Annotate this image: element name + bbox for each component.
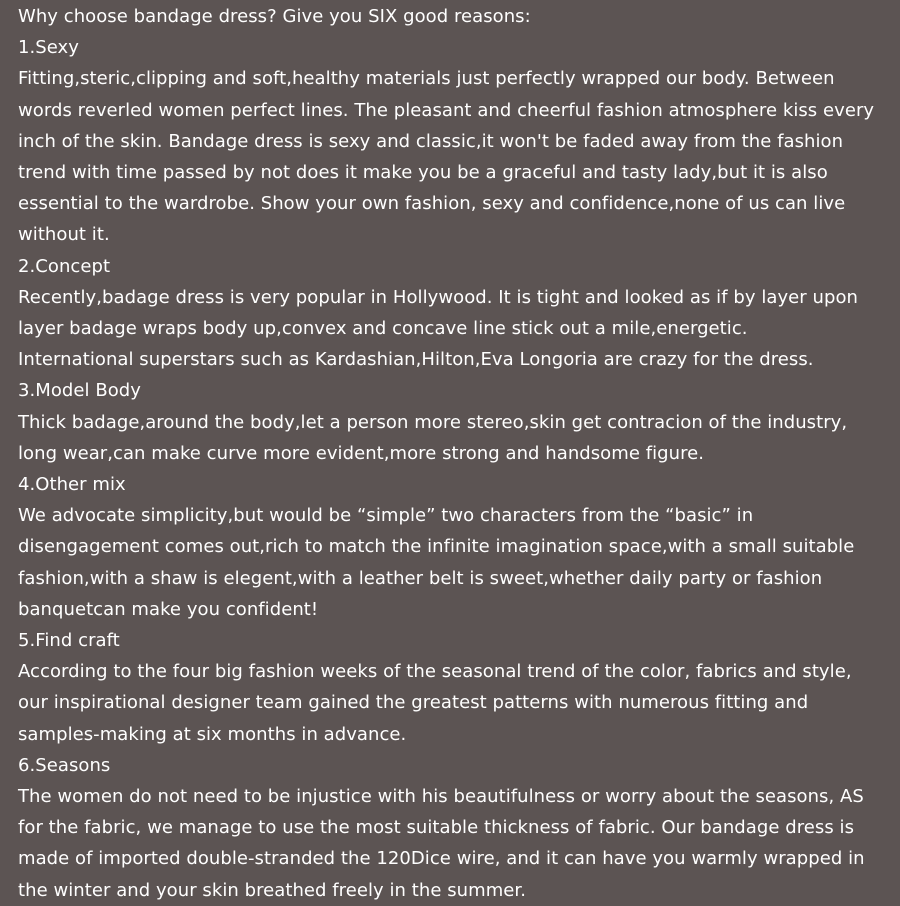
section-heading-seasons: 6.Seasons — [18, 754, 111, 776]
paragraph-line: our inspirational designer team gained the greatest patterns with numerous fitting and — [18, 692, 809, 714]
section-heading-concept: 2.Concept — [18, 255, 111, 277]
paragraph-line: According to the four big fashion weeks of the seasonal trend of the color, fabrics and style, — [18, 661, 852, 683]
paragraph-line: inch of the skin. Bandage dress is sexy and classic,it won't be faded away from the fashion — [18, 130, 844, 152]
paragraph-line: We advocate simplicity,but would be “simple” two characters from the “basic” in — [18, 505, 754, 527]
paragraph-line: banquetcan make you confident! — [18, 598, 319, 620]
paragraph-line: samples-making at six months in advance. — [18, 723, 407, 745]
paragraph-line: long wear,can make curve more evident,more strong and handsome figure. — [18, 442, 705, 464]
paragraph-line: disengagement comes out,rich to match the infinite imagination space,with a small suitable — [18, 536, 855, 558]
paragraph-line: words reverled women perfect lines. The pleasant and cheerful fashion atmosphere kiss every — [18, 99, 875, 121]
paragraph-line: Thick badage,around the body,let a person more stereo,skin get contracion of the industry, — [18, 411, 848, 433]
paragraph-line: trend with time passed by not does it make you be a graceful and tasty lady,but it is also — [18, 162, 828, 184]
paragraph-line: International superstars such as Kardashian,Hilton,Eva Longoria are crazy for the dress. — [18, 349, 814, 371]
section-heading-model-body: 3.Model Body — [18, 380, 141, 402]
paragraph-line: without it. — [18, 224, 110, 246]
paragraph-line: Recently,badage dress is very popular in Hollywood. It is tight and looked as if by layer upon — [18, 286, 858, 308]
paragraph-line: the winter and your skin breathed freely in the summer. — [18, 879, 526, 901]
section-heading-find-craft: 5.Find craft — [18, 630, 120, 652]
section-heading-sexy: 1.Sexy — [18, 37, 79, 59]
paragraph-line: Fitting,steric,clipping and soft,healthy materials just perfectly wrapped our body. Between — [18, 68, 835, 90]
intro-heading: Why choose bandage dress? Give you SIX good reasons: — [18, 6, 531, 27]
paragraph-line: made of imported double-stranded the 120Dice wire, and it can have you warmly wrapped in — [18, 848, 865, 870]
paragraph-line: layer badage wraps body up,convex and concave line stick out a mile,energetic. — [18, 318, 748, 340]
paragraph-line: fashion,with a shaw is elegent,with a leather belt is sweet,whether daily party or fashion — [18, 567, 823, 589]
paragraph-line: essential to the wardrobe. Show your own fashion, sexy and confidence,none of us can live — [18, 193, 846, 215]
paragraph-line: The women do not need to be injustice with his beautifulness or worry about the seasons, AS — [18, 786, 864, 808]
document-body — [18, 1, 888, 906]
section-heading-other-mix: 4.Other mix — [18, 474, 126, 496]
paragraph-line: for the fabric, we manage to use the most suitable thickness of fabric. Our bandage dress is — [18, 817, 855, 839]
